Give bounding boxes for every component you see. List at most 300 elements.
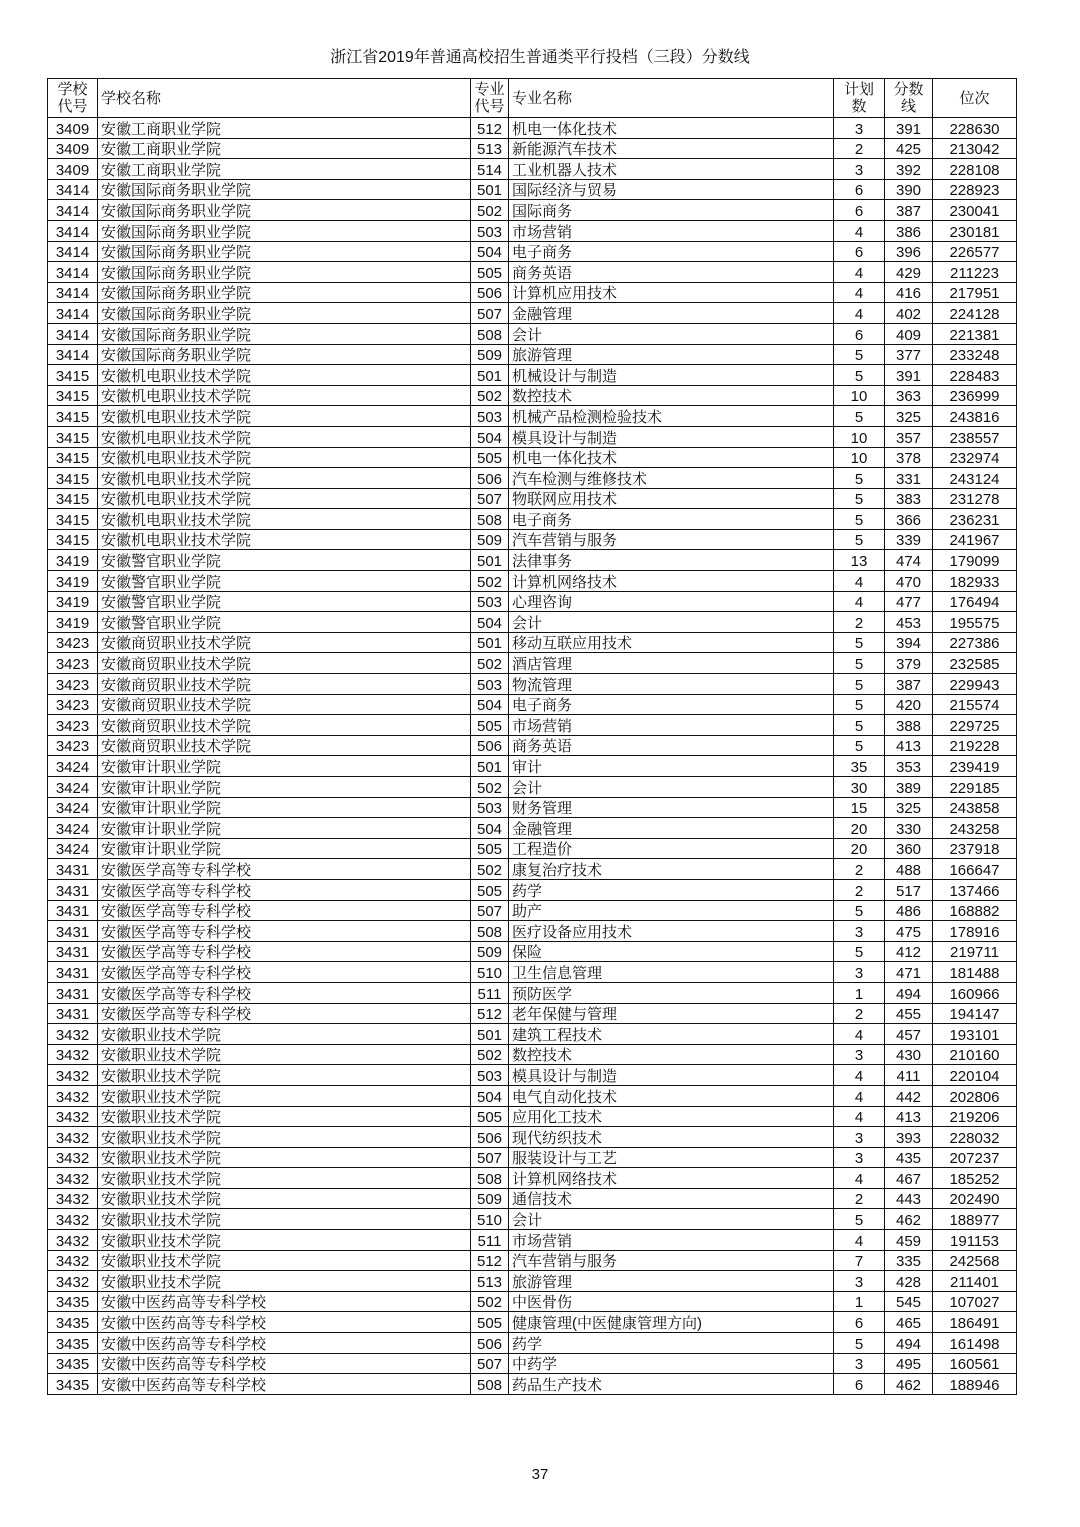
cell-plan-count: 4 [834,1106,885,1127]
table-row [48,241,1017,262]
cell-school-code: 3432 [48,1127,98,1148]
cell-major-code: 504 [471,694,509,715]
cell-major-name: 汽车营销与服务 [509,529,834,550]
cell-school-code: 3415 [48,447,98,468]
cell-major-name: 会计 [509,1209,834,1230]
cell-school-name: 安徽国际商务职业学院 [98,241,471,262]
table-row [48,1230,1017,1251]
cell-major-name: 旅游管理 [509,344,834,365]
cell-school-code: 3431 [48,879,98,900]
cell-school-name: 安徽工商职业学院 [98,118,471,139]
cell-school-code: 3431 [48,921,98,942]
cell-school-name: 安徽职业技术学院 [98,1168,471,1189]
table-row [48,1168,1017,1189]
cell-major-code: 502 [471,1291,509,1312]
cell-major-code: 502 [471,200,509,221]
cell-major-name: 国际商务 [509,200,834,221]
cell-school-name: 安徽医学高等专科学校 [98,921,471,942]
cell-school-code: 3415 [48,468,98,489]
table-row [48,735,1017,756]
cell-plan-count: 4 [834,591,885,612]
cell-school-name: 安徽医学高等专科学校 [98,962,471,983]
cell-school-name: 安徽国际商务职业学院 [98,282,471,303]
cell-school-code: 3415 [48,529,98,550]
cell-rank: 160966 [933,982,1017,1003]
cell-school-code: 3414 [48,179,98,200]
table-row [48,426,1017,447]
cell-major-code: 501 [471,756,509,777]
cell-score-line: 471 [885,962,933,983]
table-row [48,612,1017,633]
cell-major-name: 酒店管理 [509,653,834,674]
cell-score-line: 517 [885,879,933,900]
cell-rank: 239419 [933,756,1017,777]
table-row [48,406,1017,427]
cell-plan-count: 20 [834,818,885,839]
cell-major-name: 药学 [509,1333,834,1354]
cell-major-code: 501 [471,1024,509,1045]
cell-school-name: 安徽医学高等专科学校 [98,879,471,900]
cell-major-name: 物流管理 [509,674,834,695]
cell-rank: 221381 [933,323,1017,344]
cell-score-line: 412 [885,941,933,962]
cell-score-line: 330 [885,818,933,839]
table-body [48,118,1017,1395]
cell-major-name: 服装设计与工艺 [509,1147,834,1168]
cell-school-name: 安徽国际商务职业学院 [98,323,471,344]
cell-score-line: 411 [885,1065,933,1086]
cell-school-code: 3419 [48,571,98,592]
cell-major-name: 卫生信息管理 [509,962,834,983]
cell-major-code: 504 [471,1085,509,1106]
cell-rank: 236231 [933,509,1017,530]
cell-school-code: 3424 [48,818,98,839]
cell-score-line: 545 [885,1291,933,1312]
cell-plan-count: 4 [834,262,885,283]
cell-school-name: 安徽工商职业学院 [98,159,471,180]
cell-score-line: 467 [885,1168,933,1189]
cell-plan-count: 7 [834,1250,885,1271]
cell-score-line: 453 [885,612,933,633]
cell-school-code: 3423 [48,694,98,715]
cell-plan-count: 4 [834,282,885,303]
cell-plan-count: 3 [834,1044,885,1065]
cell-major-code: 507 [471,900,509,921]
cell-rank: 137466 [933,879,1017,900]
cell-score-line: 416 [885,282,933,303]
cell-score-line: 435 [885,1147,933,1168]
cell-major-name: 中医骨伤 [509,1291,834,1312]
table-row [48,632,1017,653]
cell-school-name: 安徽职业技术学院 [98,1188,471,1209]
cell-major-name: 移动互联应用技术 [509,632,834,653]
cell-school-code: 3423 [48,632,98,653]
cell-major-code: 506 [471,282,509,303]
cell-major-name: 模具设计与制造 [509,426,834,447]
header-school-code: 学校 代号 [48,79,98,118]
cell-score-line: 488 [885,859,933,880]
cell-school-name: 安徽中医药高等专科学校 [98,1291,471,1312]
cell-major-code: 502 [471,859,509,880]
cell-major-code: 505 [471,879,509,900]
cell-major-name: 康复治疗技术 [509,859,834,880]
cell-major-name: 计算机网络技术 [509,571,834,592]
cell-major-name: 会计 [509,323,834,344]
cell-major-name: 电子商务 [509,241,834,262]
cell-school-code: 3419 [48,591,98,612]
cell-plan-count: 5 [834,509,885,530]
cell-school-code: 3435 [48,1291,98,1312]
cell-rank: 176494 [933,591,1017,612]
cell-major-name: 计算机应用技术 [509,282,834,303]
cell-plan-count: 5 [834,941,885,962]
cell-rank: 207237 [933,1147,1017,1168]
cell-plan-count: 5 [834,735,885,756]
table-row [48,1374,1017,1395]
table-row [48,838,1017,859]
cell-major-code: 505 [471,838,509,859]
cell-major-name: 国际经济与贸易 [509,179,834,200]
table-row [48,488,1017,509]
cell-major-code: 501 [471,550,509,571]
cell-major-code: 505 [471,447,509,468]
cell-score-line: 465 [885,1312,933,1333]
cell-major-code: 506 [471,735,509,756]
cell-score-line: 390 [885,179,933,200]
cell-score-line: 392 [885,159,933,180]
cell-major-name: 数控技术 [509,385,834,406]
cell-school-name: 安徽机电职业技术学院 [98,406,471,427]
cell-rank: 107027 [933,1291,1017,1312]
cell-school-code: 3432 [48,1106,98,1127]
cell-score-line: 391 [885,365,933,386]
cell-major-code: 507 [471,303,509,324]
table-row [48,447,1017,468]
cell-score-line: 470 [885,571,933,592]
cell-major-name: 机械产品检测检验技术 [509,406,834,427]
cell-plan-count: 6 [834,323,885,344]
cell-major-code: 511 [471,1230,509,1251]
cell-major-code: 504 [471,241,509,262]
cell-school-code: 3424 [48,777,98,798]
cell-plan-count: 5 [834,715,885,736]
cell-major-name: 汽车检测与维修技术 [509,468,834,489]
cell-school-name: 安徽工商职业学院 [98,138,471,159]
table-row [48,777,1017,798]
cell-school-name: 安徽机电职业技术学院 [98,385,471,406]
cell-school-code: 3415 [48,426,98,447]
cell-plan-count: 5 [834,632,885,653]
cell-school-name: 安徽审计职业学院 [98,818,471,839]
cell-major-code: 507 [471,1147,509,1168]
cell-major-name: 汽车营销与服务 [509,1250,834,1271]
cell-school-name: 安徽商贸职业技术学院 [98,735,471,756]
cell-major-code: 509 [471,529,509,550]
cell-plan-count: 3 [834,1353,885,1374]
cell-score-line: 462 [885,1374,933,1395]
page-title: 浙江省2019年普通高校招生普通类平行投档（三段）分数线 [330,49,750,66]
cell-plan-count: 5 [834,365,885,386]
table-row [48,879,1017,900]
table-row [48,1024,1017,1045]
cell-plan-count: 13 [834,550,885,571]
cell-school-code: 3414 [48,323,98,344]
cell-plan-count: 4 [834,1230,885,1251]
cell-school-name: 安徽国际商务职业学院 [98,303,471,324]
cell-school-name: 安徽警官职业学院 [98,612,471,633]
cell-major-name: 金融管理 [509,818,834,839]
cell-school-name: 安徽机电职业技术学院 [98,529,471,550]
cell-school-name: 安徽医学高等专科学校 [98,1003,471,1024]
cell-major-name: 商务英语 [509,735,834,756]
cell-rank: 228923 [933,179,1017,200]
cell-plan-count: 5 [834,900,885,921]
cell-rank: 229185 [933,777,1017,798]
table-row [48,982,1017,1003]
cell-school-code: 3431 [48,962,98,983]
cell-rank: 227386 [933,632,1017,653]
cell-major-code: 502 [471,653,509,674]
cell-school-name: 安徽国际商务职业学院 [98,344,471,365]
cell-major-code: 508 [471,1374,509,1395]
cell-major-name: 助产 [509,900,834,921]
cell-rank: 179099 [933,550,1017,571]
table-row [48,715,1017,736]
cell-rank: 236999 [933,385,1017,406]
cell-rank: 219711 [933,941,1017,962]
cell-major-name: 机电一体化技术 [509,118,834,139]
cell-plan-count: 4 [834,1168,885,1189]
cell-score-line: 386 [885,220,933,241]
cell-score-line: 366 [885,509,933,530]
table-row [48,468,1017,489]
cell-school-code: 3432 [48,1044,98,1065]
cell-major-code: 511 [471,982,509,1003]
table-row [48,1353,1017,1374]
table-row [48,941,1017,962]
cell-plan-count: 4 [834,303,885,324]
cell-rank: 219206 [933,1106,1017,1127]
cell-school-name: 安徽审计职业学院 [98,797,471,818]
cell-score-line: 357 [885,426,933,447]
cell-rank: 182933 [933,571,1017,592]
cell-school-code: 3424 [48,756,98,777]
cell-major-name: 审计 [509,756,834,777]
cell-score-line: 388 [885,715,933,736]
cell-school-name: 安徽商贸职业技术学院 [98,632,471,653]
cell-score-line: 325 [885,797,933,818]
cell-school-name: 安徽机电职业技术学院 [98,488,471,509]
cell-score-line: 377 [885,344,933,365]
cell-school-name: 安徽国际商务职业学院 [98,200,471,221]
cell-school-name: 安徽职业技术学院 [98,1127,471,1148]
cell-plan-count: 4 [834,1024,885,1045]
cell-plan-count: 2 [834,138,885,159]
cell-major-code: 509 [471,941,509,962]
cell-plan-count: 4 [834,571,885,592]
cell-school-name: 安徽职业技术学院 [98,1024,471,1045]
cell-plan-count: 3 [834,1127,885,1148]
cell-school-name: 安徽职业技术学院 [98,1106,471,1127]
table-row [48,179,1017,200]
cell-rank: 228483 [933,365,1017,386]
cell-major-code: 501 [471,179,509,200]
cell-score-line: 443 [885,1188,933,1209]
cell-major-name: 电气自动化技术 [509,1085,834,1106]
table-row [48,591,1017,612]
cell-school-code: 3419 [48,612,98,633]
cell-school-name: 安徽医学高等专科学校 [98,900,471,921]
cell-major-code: 512 [471,1003,509,1024]
cell-plan-count: 2 [834,859,885,880]
cell-major-code: 506 [471,1127,509,1148]
cell-rank: 160561 [933,1353,1017,1374]
table-row [48,653,1017,674]
table-row [48,159,1017,180]
cell-school-name: 安徽中医药高等专科学校 [98,1374,471,1395]
cell-school-code: 3415 [48,365,98,386]
cell-major-name: 医疗设备应用技术 [509,921,834,942]
cell-major-name: 金融管理 [509,303,834,324]
cell-school-code: 3431 [48,900,98,921]
cell-rank: 230181 [933,220,1017,241]
cell-major-code: 506 [471,1333,509,1354]
cell-major-code: 503 [471,1065,509,1086]
cell-major-code: 510 [471,1209,509,1230]
table-row [48,220,1017,241]
table-row [48,1209,1017,1230]
cell-school-name: 安徽审计职业学院 [98,838,471,859]
cell-score-line: 325 [885,406,933,427]
cell-school-code: 3414 [48,262,98,283]
cell-major-code: 509 [471,1188,509,1209]
table-row [48,262,1017,283]
cell-school-code: 3435 [48,1312,98,1333]
cell-school-code: 3432 [48,1065,98,1086]
cell-major-code: 513 [471,1271,509,1292]
cell-score-line: 494 [885,982,933,1003]
table-row [48,797,1017,818]
cell-plan-count: 10 [834,426,885,447]
table-row [48,921,1017,942]
cell-rank: 188946 [933,1374,1017,1395]
cell-plan-count: 2 [834,1003,885,1024]
cell-major-code: 508 [471,509,509,530]
cell-score-line: 430 [885,1044,933,1065]
cell-score-line: 383 [885,488,933,509]
cell-school-name: 安徽国际商务职业学院 [98,179,471,200]
cell-score-line: 335 [885,1250,933,1271]
cell-major-code: 505 [471,262,509,283]
cell-major-name: 保险 [509,941,834,962]
cell-score-line: 475 [885,921,933,942]
cell-plan-count: 5 [834,488,885,509]
header-row [48,79,1017,118]
cell-major-name: 工业机器人技术 [509,159,834,180]
cell-school-code: 3432 [48,1209,98,1230]
cell-score-line: 495 [885,1353,933,1374]
cell-major-code: 508 [471,323,509,344]
table-row [48,344,1017,365]
table-row [48,1312,1017,1333]
cell-school-code: 3424 [48,838,98,859]
cell-rank: 242568 [933,1250,1017,1271]
cell-rank: 195575 [933,612,1017,633]
table-row [48,138,1017,159]
cell-rank: 232585 [933,653,1017,674]
cell-major-code: 503 [471,797,509,818]
cell-rank: 166647 [933,859,1017,880]
cell-major-code: 506 [471,468,509,489]
cell-school-name: 安徽医学高等专科学校 [98,982,471,1003]
cell-rank: 211401 [933,1271,1017,1292]
cell-plan-count: 5 [834,694,885,715]
cell-plan-count: 3 [834,118,885,139]
cell-major-name: 模具设计与制造 [509,1065,834,1086]
cell-school-name: 安徽机电职业技术学院 [98,509,471,530]
cell-score-line: 442 [885,1085,933,1106]
cell-score-line: 393 [885,1127,933,1148]
table-row [48,1188,1017,1209]
cell-rank: 238557 [933,426,1017,447]
cell-rank: 241967 [933,529,1017,550]
cell-plan-count: 4 [834,1085,885,1106]
cell-score-line: 420 [885,694,933,715]
cell-major-name: 市场营销 [509,220,834,241]
table-row [48,1003,1017,1024]
cell-school-code: 3432 [48,1168,98,1189]
cell-score-line: 379 [885,653,933,674]
cell-plan-count: 5 [834,1333,885,1354]
cell-major-name: 现代纺织技术 [509,1127,834,1148]
cell-school-code: 3435 [48,1374,98,1395]
cell-school-code: 3432 [48,1250,98,1271]
cell-score-line: 409 [885,323,933,344]
cell-score-line: 474 [885,550,933,571]
cell-school-code: 3415 [48,406,98,427]
cell-score-line: 494 [885,1333,933,1354]
cell-major-code: 504 [471,612,509,633]
cell-plan-count: 5 [834,468,885,489]
cell-score-line: 457 [885,1024,933,1045]
cell-major-name: 建筑工程技术 [509,1024,834,1045]
cell-major-name: 老年保健与管理 [509,1003,834,1024]
cell-rank: 228032 [933,1127,1017,1148]
cell-school-name: 安徽职业技术学院 [98,1065,471,1086]
cell-plan-count: 5 [834,653,885,674]
cell-major-code: 502 [471,777,509,798]
table-row [48,1333,1017,1354]
header-plan: 计划 数 [834,79,885,118]
cell-major-name: 心理咨询 [509,591,834,612]
cell-rank: 233248 [933,344,1017,365]
cell-rank: 211223 [933,262,1017,283]
cell-major-code: 505 [471,1106,509,1127]
cell-rank: 230041 [933,200,1017,221]
cell-score-line: 360 [885,838,933,859]
cell-school-name: 安徽机电职业技术学院 [98,447,471,468]
cell-rank: 220104 [933,1065,1017,1086]
cell-plan-count: 5 [834,674,885,695]
cell-plan-count: 20 [834,838,885,859]
cell-school-code: 3423 [48,653,98,674]
cell-score-line: 459 [885,1230,933,1251]
cell-school-name: 安徽中医药高等专科学校 [98,1312,471,1333]
cell-school-code: 3431 [48,982,98,1003]
cell-plan-count: 3 [834,1271,885,1292]
cell-rank: 168882 [933,900,1017,921]
cell-major-code: 504 [471,818,509,839]
